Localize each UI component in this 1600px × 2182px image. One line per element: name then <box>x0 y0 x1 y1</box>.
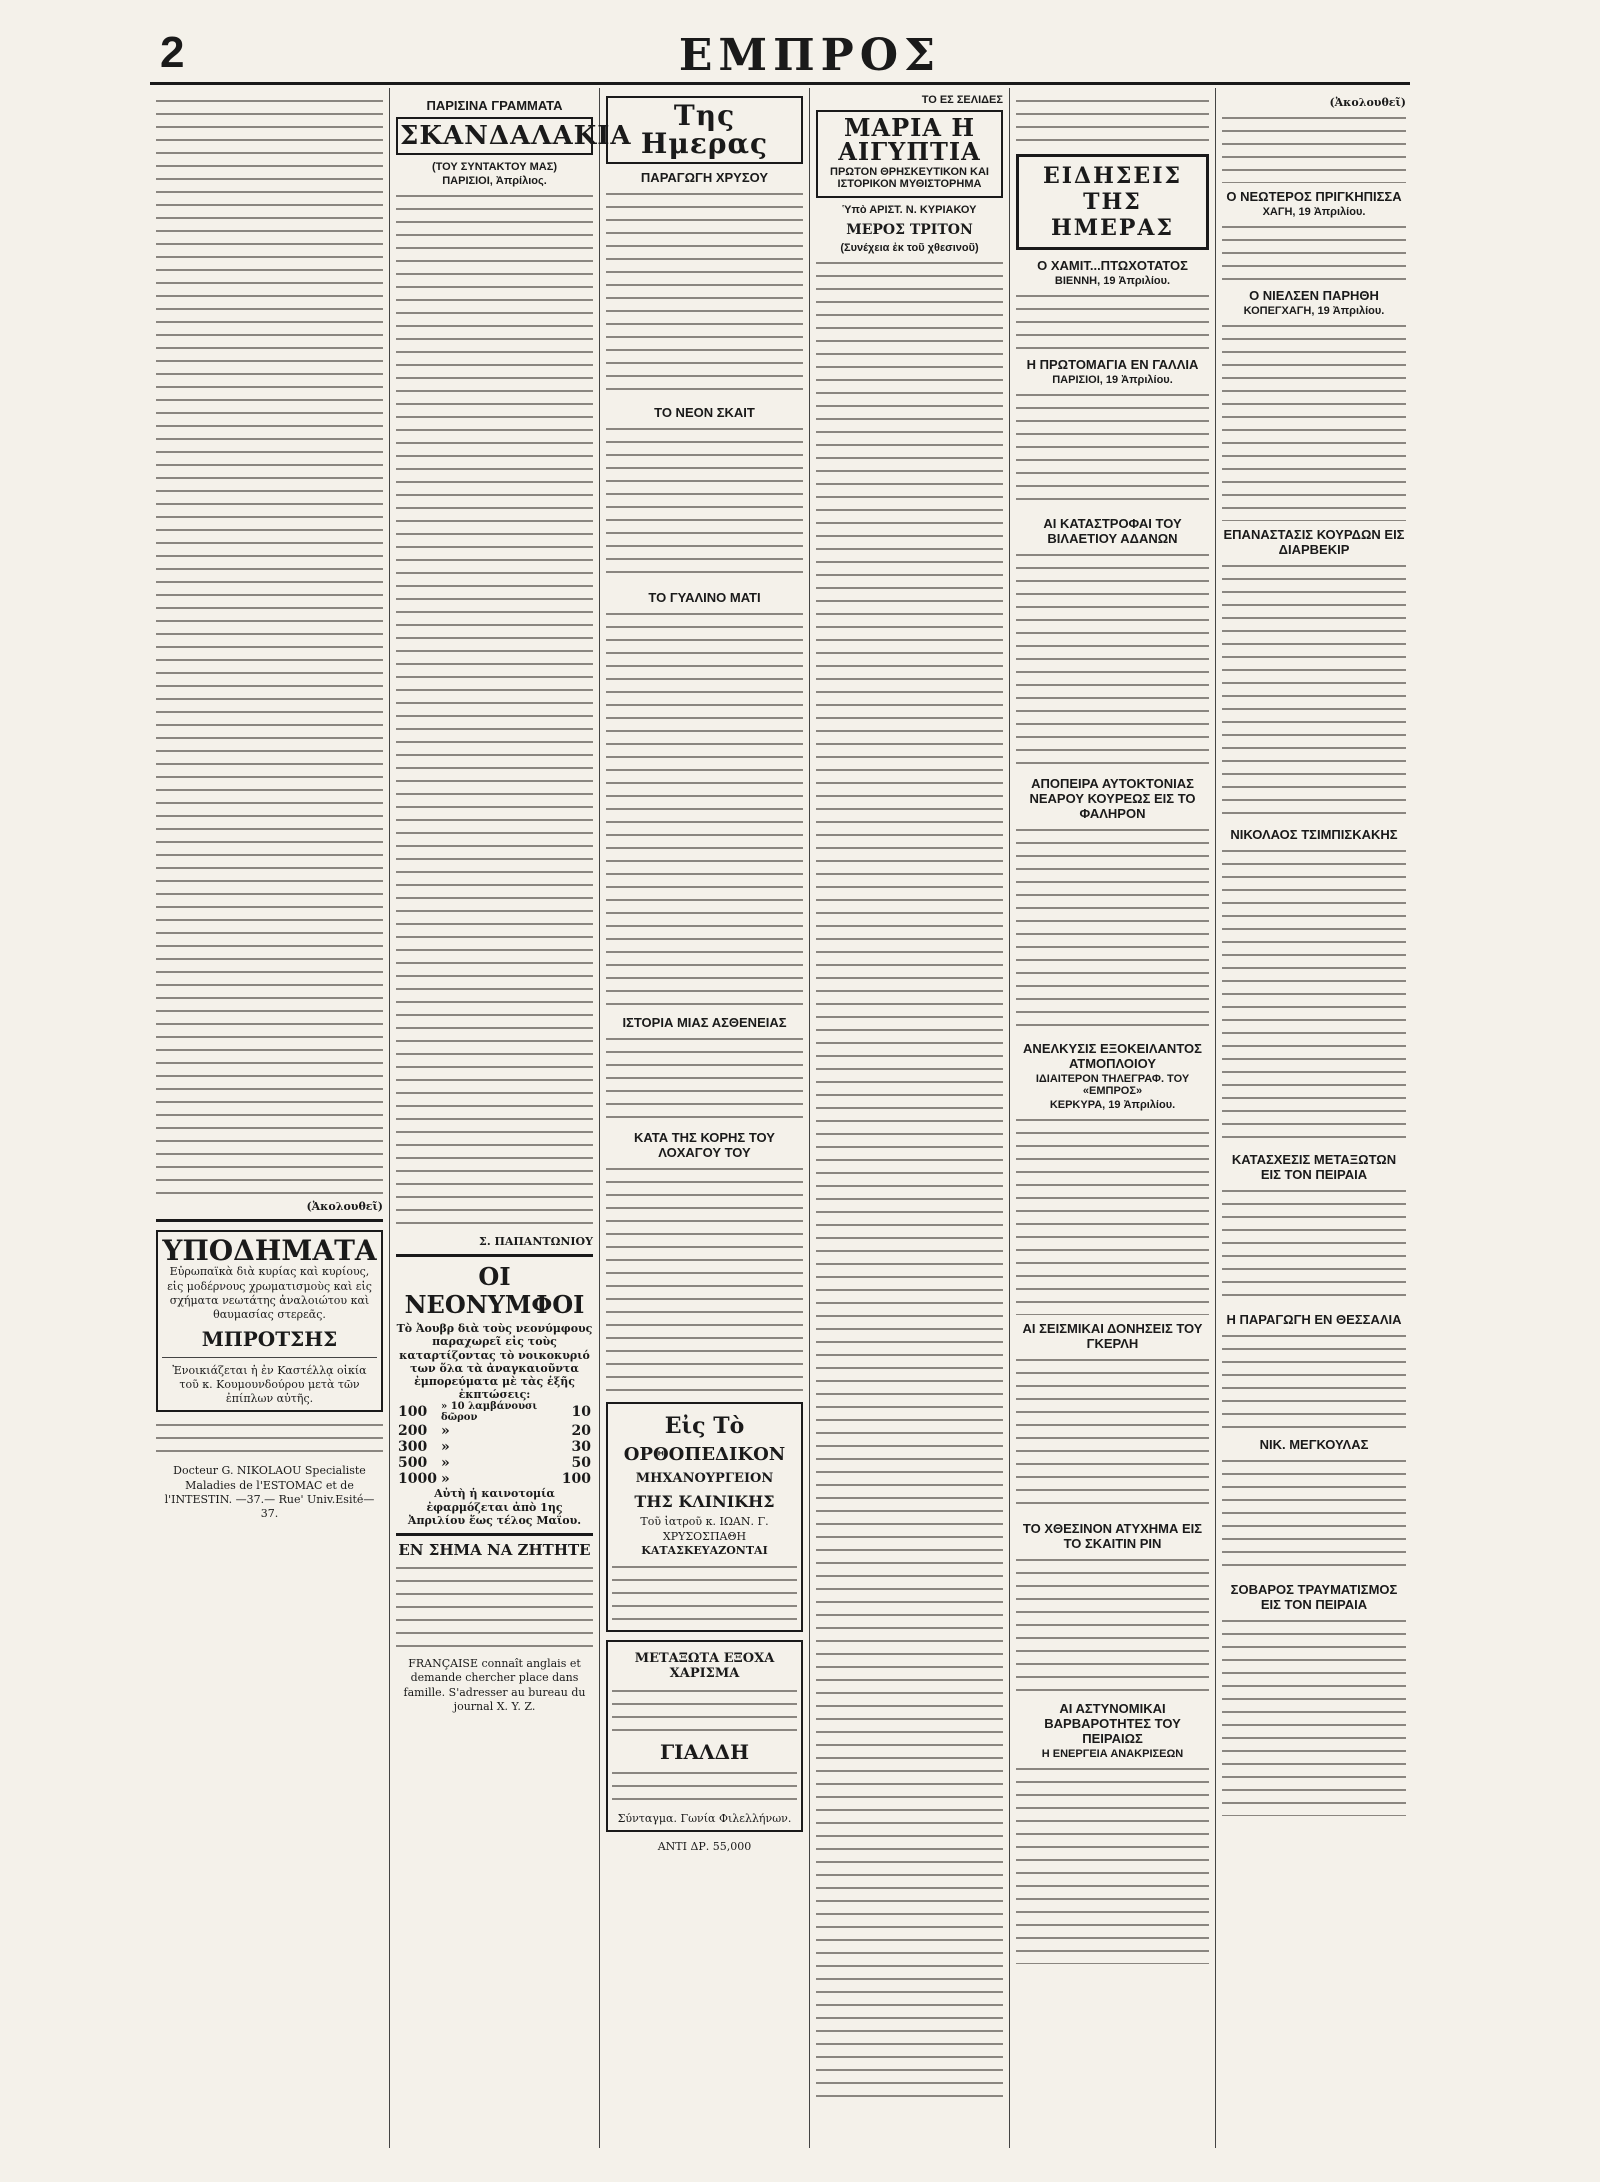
table-row: 1000 » 100 <box>398 1471 591 1488</box>
columns <box>150 88 1412 2148</box>
paper-name: ΕΜΠΡΟΣ <box>678 30 942 81</box>
article-signature: Σ. ΠΑΠΑΝΤΩΝΙΟΥ <box>479 1235 593 1248</box>
column-3 <box>600 88 810 2148</box>
column-title: Της Ημερας <box>640 99 769 160</box>
news-head: Η ΠΑΡΑΓΩΓΗ ΕΝ ΘΕΣΣΑΛΙΑ <box>1226 1312 1402 1327</box>
news-head: ΚΑΤΑΣΧΕΣΙΣ ΜΕΤΑΞΩΤΩΝ ΕΙΣ ΤΟΝ ΠΕΙΡΑΙΑ <box>1231 1152 1397 1182</box>
serial-author: Ὑπὸ ΑΡΙΣΤ. Ν. ΚΥΡΙΑΚΟΥ <box>842 204 977 216</box>
text-block <box>1222 113 1406 183</box>
article-dateline: ΠΑΡΙΣΙΟΙ, Ἀπρίλιος. <box>442 175 547 187</box>
column-1 <box>150 88 390 2148</box>
text-block <box>606 609 803 1009</box>
news-head: Ο ΧΑΜΙΤ...ΠΤΩΧΟΤΑΤΟΣ <box>1037 258 1188 273</box>
story-head: ΠΑΡΑΓΩΓΗ ΧΡΥΣΟΥ <box>640 170 769 185</box>
text-block <box>1222 1616 1406 1816</box>
serial-part: ΜΕΡΟΣ ΤΡΙΤΟΝ <box>846 222 973 238</box>
column-title-box <box>606 96 803 164</box>
news-head: ΝΙΚ. ΜΕΓΚΟΥΛΑΣ <box>1259 1437 1369 1452</box>
text-block <box>1016 1555 1209 1695</box>
silk-name: ΓΙΑΛΔΗ <box>659 1740 749 1765</box>
text-block <box>612 1562 797 1622</box>
text-block <box>1016 1355 1209 1515</box>
serial-title: ΜΑΡΙΑ Η ΑΙΓΥΠΤΙΑ <box>838 113 981 166</box>
story-head: ΤΟ ΝΕΟΝ ΣΚΑΙΤ <box>654 405 755 420</box>
divider <box>156 1219 383 1222</box>
text-block <box>396 1563 593 1653</box>
column-4 <box>810 88 1010 2148</box>
divider <box>396 1533 593 1536</box>
serial-header: ΤΟ ΕΣ ΣΕΛΙΔΕΣ <box>921 94 1003 106</box>
table-row: 200 » 20 <box>398 1423 591 1440</box>
text-block <box>1016 550 1209 770</box>
table-row: 300 » 30 <box>398 1439 591 1456</box>
news-head: ΑΝΕΛΚΥΣΙΣ ΕΞΟΚΕΙΛΑΝΤΟΣ ΑΤΜΟΠΛΟΙΟΥ <box>1023 1041 1202 1071</box>
text-block <box>1222 321 1406 521</box>
newlyweds-text: Τὸ Ἀουβρ διὰ τοὺς νεονύμφους παραχωρεῖ εἰς τοὺς καταρτίζοντας τὸ νοικοκυριό των ὅλα τὰ ἀναγκαιοῦντα ἐμπορεύματα μὲ τὰς ἑξῆς ἐκπτώσεις: <box>396 1322 593 1402</box>
silk-sub: Σύνταγμα. Γωνία Φιλελλήνων. <box>617 1812 792 1826</box>
text-block <box>1222 1186 1406 1306</box>
news-dateline: ΚΟΠΕΓΧΑΓΗ, 19 Ἀπριλίου. <box>1243 305 1385 317</box>
continue-note: (Ἀκολουθεῖ) <box>1329 96 1406 109</box>
news-head: Ο ΝΙΕΛΣΕΝ ΠΑΡΗΘΗ <box>1249 288 1379 303</box>
article-text-block <box>156 96 383 1196</box>
news-head: ΑΠΟΠΕΙΡΑ ΑΥΤΟΚΤΟΝΙΑΣ ΝΕΑΡΟΥ ΚΟΥΡΕΩΣ ΕΙΣ ΤΟ ΦΑΛΗΡΟΝ <box>1029 776 1196 821</box>
orthopedic-made: ΚΑΤΑΣΚΕΥΑΖΟΝΤΑΙ <box>641 1543 768 1557</box>
news-head: Η ΠΡΩΤΟΜΑΓΙΑ ΕΝ ΓΑΛΛΙΑ <box>1026 357 1199 372</box>
text-block <box>1222 1331 1406 1431</box>
text-block <box>606 424 803 584</box>
shoes-advert-title: ΥΠΟΔΗΜΑΤΑ <box>162 1234 377 1267</box>
text-block <box>1016 1764 1209 1964</box>
news-kicker: Η ΕΝΕΡΓΕΙΑ ΑΝΑΚΡΙΣΕΩΝ <box>1041 1748 1184 1760</box>
shoes-advert-text: Εὐρωπαϊκὰ διὰ κυρίας καὶ κυρίους, εἰς μοδέρνους χρωματισμοὺς καὶ εἰς σχήματα νεωτάτης ἀναλοιώτου καὶ θαυμασίας στερεᾶς. <box>167 1265 372 1322</box>
orthopedic-clinic: ΤΗΣ ΚΛΙΝΙΚΗΣ <box>634 1491 775 1511</box>
orthopedic-pre: Εἰς Τὸ <box>664 1413 745 1439</box>
news-head: ΑΙ ΚΑΤΑΣΤΡΟΦΑΙ ΤΟΥ ΒΙΛΑΕΤΙΟΥ ΑΔΑΝΩΝ <box>1043 516 1182 546</box>
page-number: 2 <box>160 28 185 77</box>
text-block <box>1016 390 1209 510</box>
french-notice: FRANÇAISE connaît anglais et demande chercher place dans famille. S'adresser au bureau du journal X. Y. Z. <box>403 1657 586 1714</box>
silk-title: ΜΕΤΑΞΩΤΑ ΕΞΟΧΑ ΧΑΡΙΣΜΑ <box>634 1651 775 1682</box>
section-label: ΠΑΡΙΣΙΝΑ ΓΡΑΜΜΑΤΑ <box>426 98 563 113</box>
price-line: ΑΝΤΙ ΔΡ. 55,000 <box>657 1840 752 1854</box>
text-block <box>1016 825 1209 1035</box>
serial-continuation: (Συνέχεια ἐκ τοῦ χθεσινοῦ) <box>840 242 979 255</box>
column-2 <box>390 88 632 2148</box>
news-kicker: ΙΔΙΑΙΤΕΡΟΝ ΤΗΛΕΓΡΑΦ. ΤΟΥ «ΕΜΠΡΟΣ» <box>1035 1073 1190 1097</box>
news-head: ΑΙ ΣΕΙΣΜΙΚΑΙ ΔΟΝΗΣΕΙΣ ΤΟΥ ΓΚΕΡΛΗ <box>1022 1321 1203 1351</box>
sign-title: ΕΝ ΣΗΜΑ ΝΑ ΖΗΤΗΤΕ <box>398 1540 591 1559</box>
orthopedic-director: Τοῦ ἰατροῦ κ. ΙΩΑΝ. Γ. ΧΡΥΣΟΣΠΑΘΗ <box>640 1515 769 1543</box>
orthopedic-sub: ΜΗΧΑΝΟΥΡΓΕΙΟΝ <box>635 1470 774 1486</box>
serial-text-block <box>816 258 1003 2098</box>
text-block <box>606 189 803 399</box>
discount-note: Αὐτὴ ἡ καινοτομία ἐφαρμόζεται ἀπὸ 1ης Ἀπριλίου ἕως τέλος Μαΐου. <box>407 1487 582 1527</box>
text-block <box>1016 291 1209 351</box>
story-head: ΚΑΤΑ ΤΗΣ ΚΟΡΗΣ ΤΟΥ ΛΟΧΑΓΟΥ ΤΟΥ <box>634 1130 775 1160</box>
news-head: ΝΙΚΟΛΑΟΣ ΤΣΙΜΠΙΣΚΑΚΗΣ <box>1230 827 1398 842</box>
silk-advert <box>606 1640 803 1832</box>
article-title-box <box>396 117 632 155</box>
news-head: ΕΠΑΝΑΣΤΑΣΙΣ ΚΟΥΡΔΩΝ ΕΙΣ ΔΙΑΡΒΕΚΙΡ <box>1223 527 1405 557</box>
discount-table <box>396 1401 593 1487</box>
newlyweds-title: ΟΙ ΝΕΟΝΥΜΦΟΙ <box>404 1262 585 1319</box>
text-block <box>612 1686 797 1736</box>
news-head: ΣΟΒΑΡΟΣ ΤΡΑΥΜΑΤΙΣΜΟΣ ΕΙΣ ΤΟΝ ΠΕΙΡΑΙΑ <box>1230 1582 1398 1612</box>
news-head: Ο ΝΕΩΤΕΡΟΣ ΠΡΙΓΚΗΠΙΣΣΑ <box>1226 189 1402 204</box>
masthead <box>0 0 1600 88</box>
article-text-block <box>396 191 593 1231</box>
text-block <box>606 1034 803 1124</box>
news-dateline: ΚΕΡΚΥΡΑ, 19 Ἀπριλίου. <box>1049 1099 1176 1111</box>
serial-title-box <box>816 110 1003 198</box>
story-head: ΙΣΤΟΡΙΑ ΜΙΑΣ ΑΣΘΕΝΕΙΑΣ <box>622 1015 787 1030</box>
text-block <box>606 1164 803 1394</box>
article-title: ΣΚΑΝΔΑΛΑΚΙΑ <box>400 121 632 151</box>
table-row: 100 » 10 λαμβάνουσι δῶρον 10 <box>398 1401 591 1424</box>
text-block <box>1222 846 1406 1146</box>
news-dateline: ΠΑΡΙΣΙΟΙ, 19 Ἀπριλίου. <box>1052 374 1173 386</box>
masthead-rule <box>150 82 1410 85</box>
divider <box>396 1254 593 1257</box>
continue-note: (Ἀκολουθεῖ) <box>306 1200 383 1213</box>
column-6 <box>1216 88 1412 2148</box>
text-block <box>1222 1456 1406 1576</box>
shoes-advert-name: ΜΠΡΟΤΣΗΣ <box>201 1326 338 1351</box>
serial-subtitle: ΠΡΩΤΟΝ ΘΡΗΣΚΕΥΤΙΚΟΝ ΚΑΙ ΙΣΤΟΡΙΚΟΝ ΜΥΘΙΣΤΟΡΗΜΑ <box>830 166 989 190</box>
column-5 <box>1010 88 1216 2148</box>
rental-notice: Ἐνοικιάζεται ἡ ἐν Καστέλλᾳ οἰκία τοῦ κ. Κουμουνδούρου μετὰ τῶν ἐπίπλων αὐτῆς. <box>172 1363 367 1406</box>
table-row: 500 » 50 <box>398 1455 591 1472</box>
doctor-advert: Docteur G. NIKOLAOU Specialiste Maladies de l'ESTOMAC et de l'INTESTIN. —37.— Rue' Univ.Esité—37. <box>164 1464 375 1521</box>
text-block <box>612 1768 797 1808</box>
orthopedic-advert <box>606 1402 803 1632</box>
article-subtitle: (ΤΟΥ ΣΥΝΤΑΚΤΟΥ ΜΑΣ) <box>431 161 558 173</box>
text-block <box>1016 1115 1209 1315</box>
news-banner: ΕΙΔΗΣΕΙΣ ΤΗΣ ΗΜΕΡΑΣ <box>1016 154 1209 250</box>
text-block <box>1222 561 1406 821</box>
news-dateline: ΧΑΓΗ, 19 Ἀπριλίου. <box>1262 206 1366 218</box>
story-head: ΤΟ ΓΥΑΛΙΝΟ ΜΑΤΙ <box>648 590 761 605</box>
news-head: ΑΙ ΑΣΤΥΝΟΜΙΚΑΙ ΒΑΡΒΑΡΟΤΗΤΕΣ ΤΟΥ ΠΕΙΡΑΙΩΣ <box>1044 1701 1181 1746</box>
news-head: ΤΟ ΧΘΕΣΙΝΟΝ ΑΤΥΧΗΜΑ ΕΙΣ ΤΟ ΣΚΑΙΤΙΝ ΡΙΝ <box>1022 1521 1203 1551</box>
text-block <box>156 1420 383 1460</box>
text-block <box>1016 96 1209 146</box>
orthopedic-title: ΟΡΘΟΠΕΔΙΚΟΝ <box>623 1444 786 1466</box>
news-dateline: ΒΙΕΝΝΗ, 19 Ἀπριλίου. <box>1054 275 1171 287</box>
text-block <box>1222 222 1406 282</box>
divider <box>162 1357 377 1358</box>
shoes-advert <box>156 1230 383 1412</box>
